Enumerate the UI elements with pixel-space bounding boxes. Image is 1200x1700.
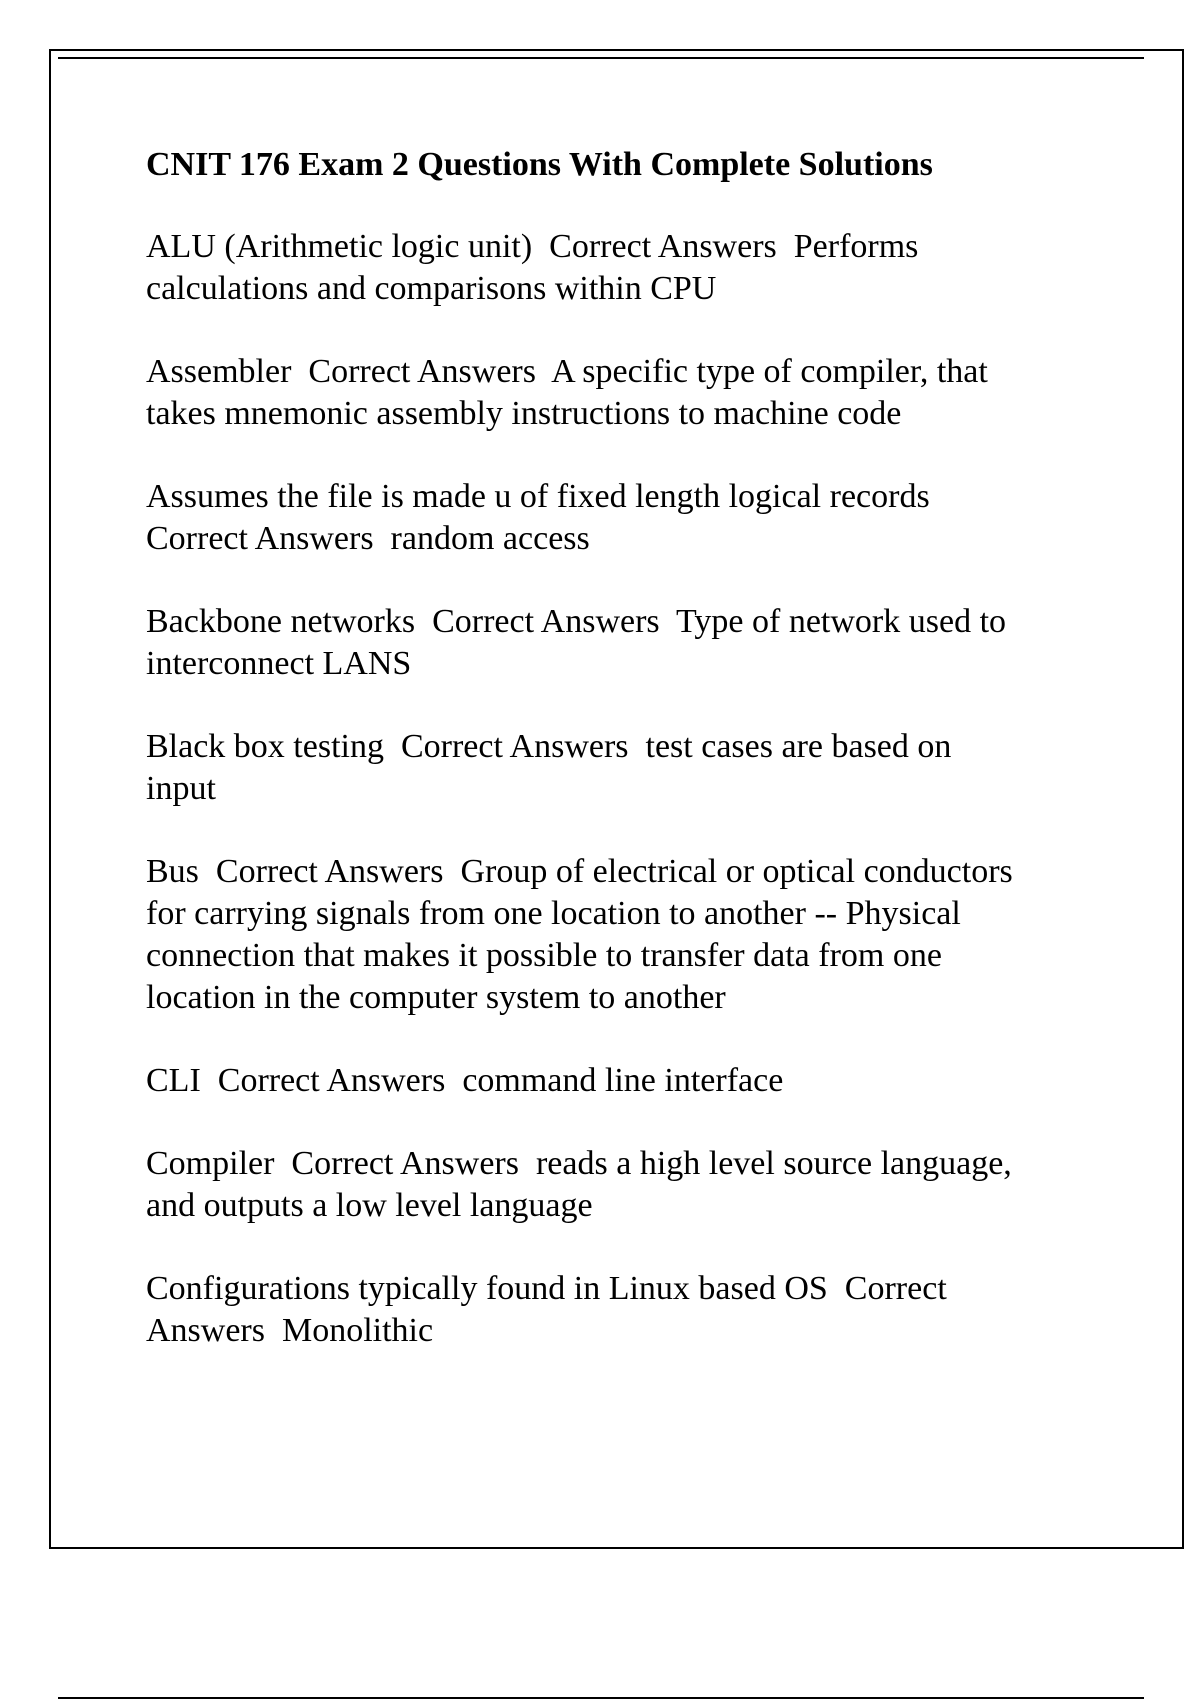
qa-list	[146, 226, 1106, 1352]
document-title: CNIT 176 Exam 2 Questions With Complete Solutions	[146, 146, 933, 183]
qa-item-linux-configurations: Configurations typically found in Linux based OS Correct Answers Monolithic	[146, 1270, 947, 1349]
document-body	[146, 144, 1106, 1393]
qa-item-bus: Bus Correct Answers Group of electrical or optical conductors for carrying signals from one location to another -- Physical connection that makes it possible to transfer data from one location in the computer system to another	[146, 853, 1013, 1016]
qa-item-black-box-testing: Black box testing Correct Answers test cases are based on input	[146, 728, 952, 807]
bottom-rule	[58, 1697, 1144, 1699]
qa-item-alu: ALU (Arithmetic logic unit) Correct Answers Performs calculations and comparisons within CPU	[146, 228, 919, 307]
top-rule	[58, 57, 1144, 59]
qa-item-assembler: Assembler Correct Answers A specific type of compiler, that takes mnemonic assembly instructions to machine code	[146, 353, 988, 432]
qa-item-random-access: Assumes the file is made u of fixed length logical records Correct Answers random access	[146, 478, 930, 557]
qa-item-cli: CLI Correct Answers command line interface	[146, 1062, 784, 1099]
qa-item-backbone-networks: Backbone networks Correct Answers Type of network used to interconnect LANS	[146, 603, 1007, 682]
qa-item-compiler: Compiler Correct Answers reads a high level source language, and outputs a low level language	[146, 1145, 1012, 1224]
